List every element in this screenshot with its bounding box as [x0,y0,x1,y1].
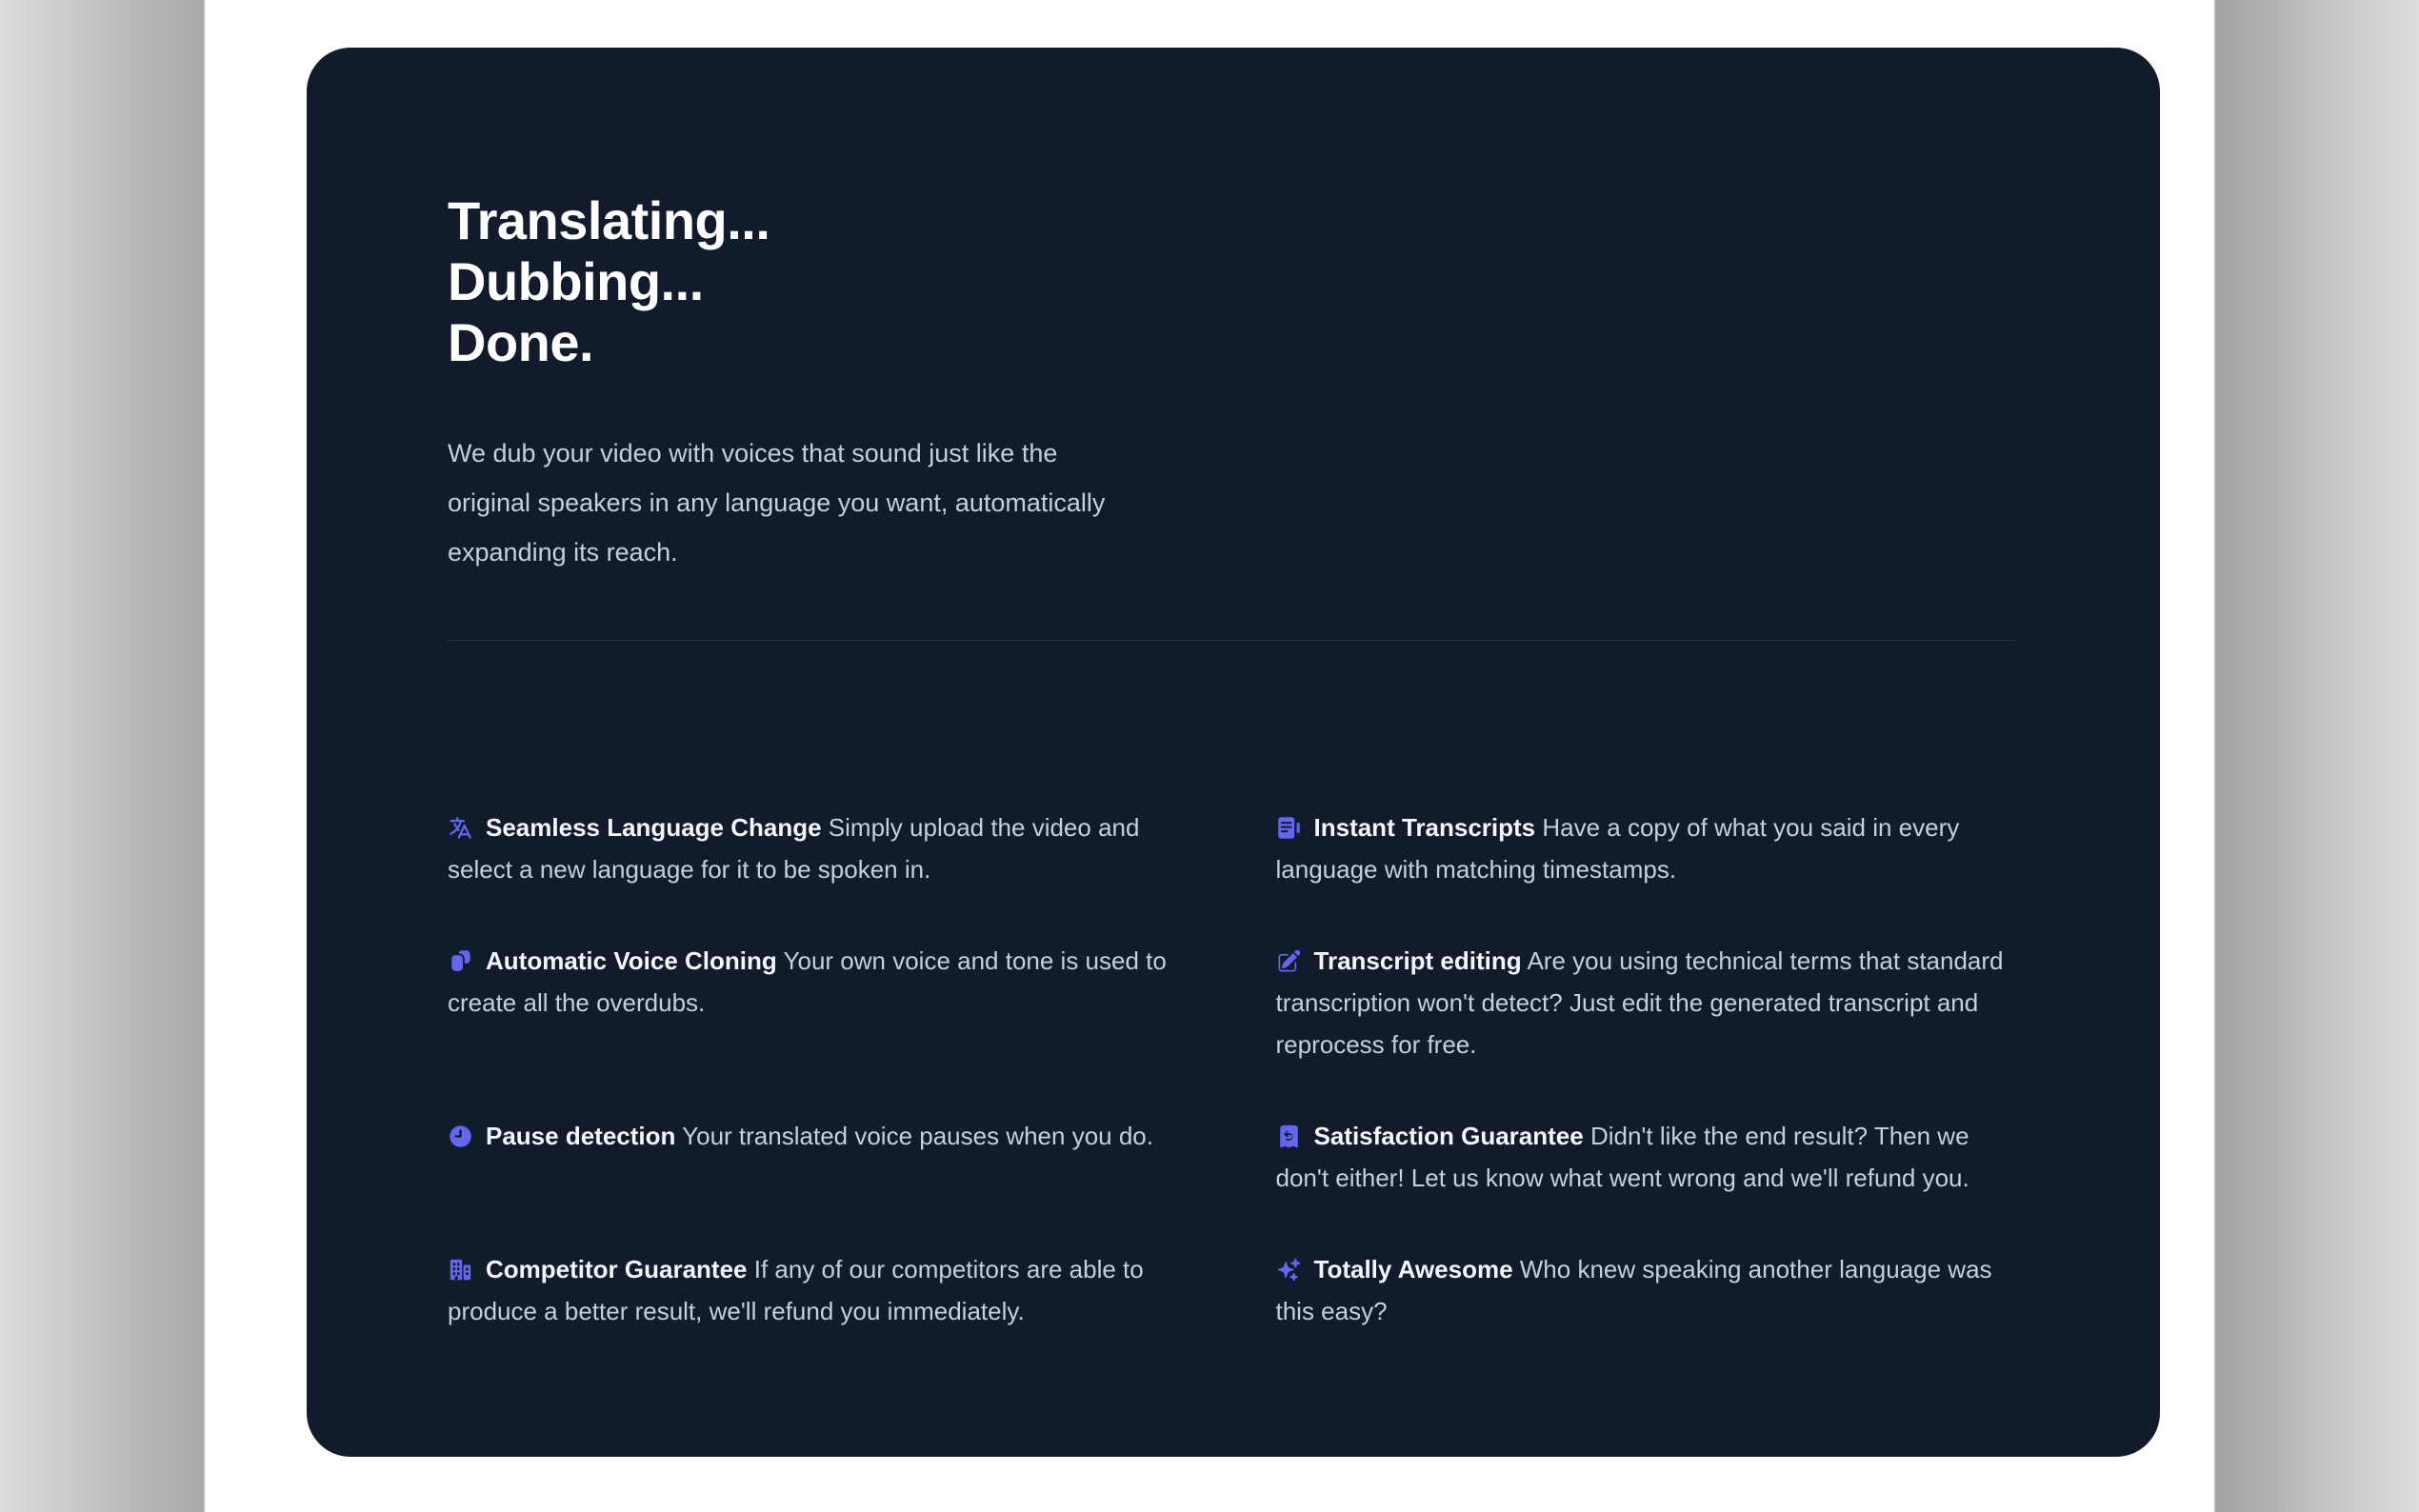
feature-description: Who knew speaking another language was this easy? [1275,1255,1992,1325]
pencil-square-icon [1276,948,1302,974]
feature-description: Didn't like the end result? Then we don't either! Let us know what went wrong and we'll refund you. [1275,1122,1969,1192]
feature-satisfaction-guarantee [1276,1115,2017,1199]
title-line-3: Done. [448,312,594,372]
feature-seamless-language-change [448,806,1189,890]
feature-description: Have a copy of what you said in every language with matching timestamps. [1275,813,1960,884]
feature-description: Your translated voice pauses when you do. [682,1122,1153,1150]
feature-name: Competitor Guarantee [486,1255,748,1283]
building-office-icon [448,1257,473,1283]
page-title [448,190,2016,373]
feature-competitor-guarantee [448,1248,1189,1332]
feature-instant-transcripts [1276,806,2017,890]
feature-grid [448,806,2016,1332]
feature-name: Pause detection [486,1122,676,1150]
feature-name: Transcript editing [1313,946,1522,975]
feature-hero-card [307,48,2160,1457]
section-divider [448,640,2016,641]
feature-description: If any of our competitors are able to produce a better result, we'll refund you immediately. [448,1255,1144,1325]
feature-totally-awesome [1276,1248,2017,1332]
stacked-copies-icon [448,948,473,974]
hero-subtitle: We dub your video with voices that sound just like the original speakers in any language you want, automatically expanding its reach. [448,439,1106,567]
feature-name: Satisfaction Guarantee [1313,1122,1584,1150]
feature-transcript-editing [1276,940,2017,1065]
feature-pause-detection [448,1115,1189,1199]
language-icon [448,815,473,841]
title-line-2: Dubbing... [448,251,704,311]
sparkles-icon [1276,1257,1302,1283]
feature-name: Automatic Voice Cloning [486,946,777,975]
feature-description: Are you using technical terms that standard transcription won't detect? Just edit the generated transcript and reprocess for free. [1275,946,2004,1059]
feature-name: Totally Awesome [1313,1255,1513,1283]
feature-automatic-voice-cloning [448,940,1189,1065]
receipt-refund-icon [1276,1124,1302,1149]
feature-name: Seamless Language Change [486,813,822,842]
feature-description: Your own voice and tone is used to create all the overdubs. [448,946,1167,1017]
title-line-1: Translating... [448,190,770,250]
clock-icon [448,1124,473,1149]
feature-name: Instant Transcripts [1313,813,1536,842]
document-lines-icon [1276,815,1302,841]
feature-description: Simply upload the video and select a new language for it to be spoken in. [448,813,1140,884]
